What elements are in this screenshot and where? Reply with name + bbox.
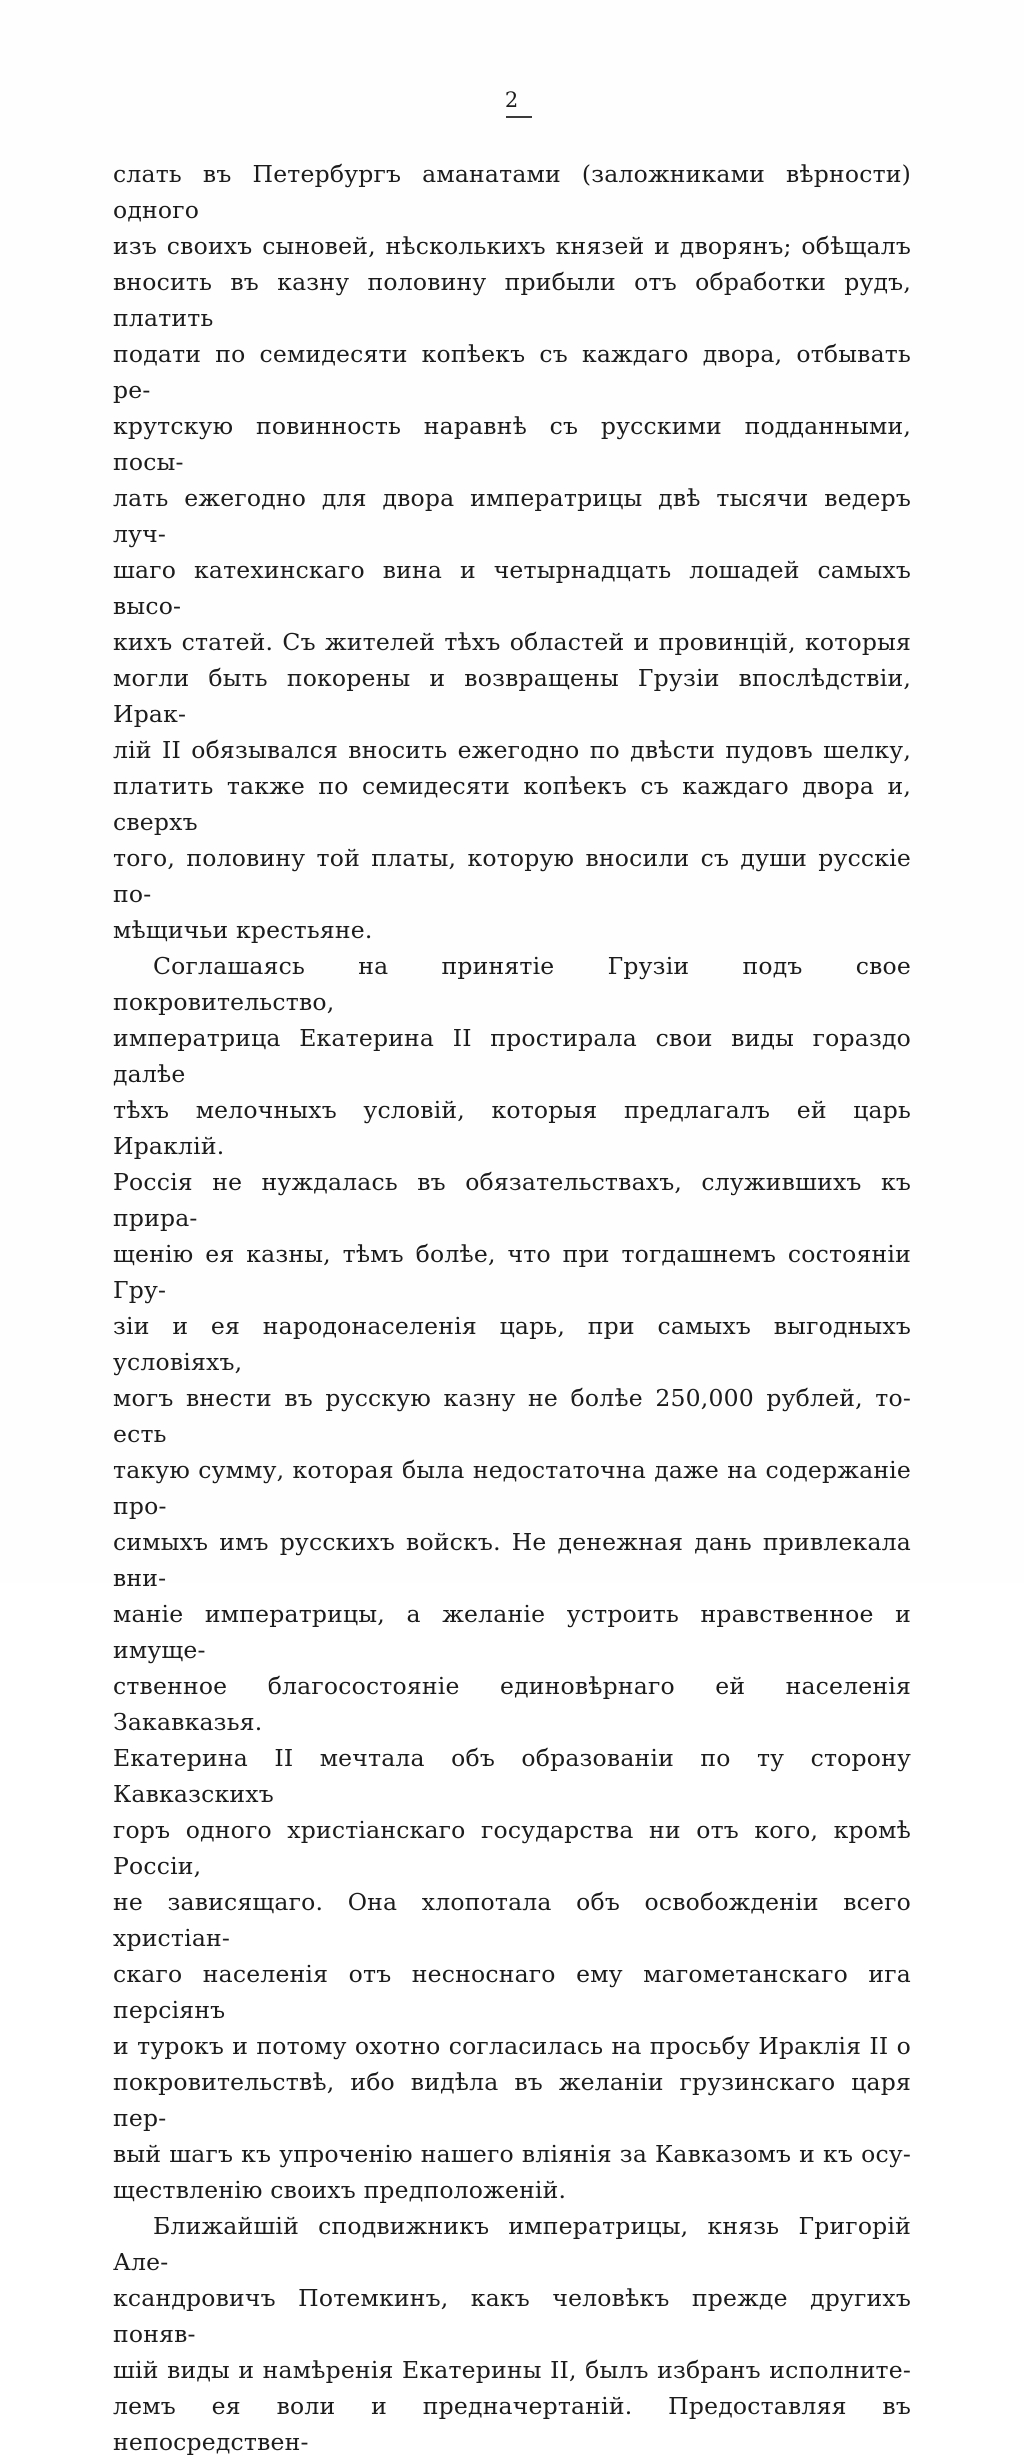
text-line: скаго населенія отъ несноснаго ему магометанскаго ига персіянъ	[113, 1960, 911, 2024]
text-line: шій виды и намѣренія Екатерины II, былъ избранъ исполните-	[113, 2356, 911, 2384]
text-line: могъ внести въ русскую казну не болѣе 250,000 рублей, то-есть	[113, 1384, 911, 1448]
page-number: 2	[504, 88, 520, 112]
text-block	[113, 156, 911, 2460]
text-line: слать въ Петербургъ аманатами (заложниками вѣрности) одного	[113, 160, 911, 224]
text-line: тѣхъ мелочныхъ условій, которыя предлагалъ ей царь Ираклій.	[113, 1096, 911, 1160]
page-header	[0, 88, 1024, 118]
text-line: кихъ статей. Съ жителей тѣхъ областей и провинцій, которыя	[113, 628, 911, 656]
paragraph-continuation	[113, 156, 911, 948]
text-line: того, половину той платы, которую вносили съ души русскіе по-	[113, 844, 911, 908]
text-line: Ближайшій сподвижникъ императрицы, князь Григорій Але-	[113, 2212, 911, 2276]
text-line: лать ежегодно для двора императрицы двѣ тысячи ведеръ луч-	[113, 484, 911, 548]
text-line: Россія не нуждалась въ обязательствахъ, служившихъ къ прира-	[113, 1168, 911, 1232]
text-line: ществленію своихъ предположеній.	[113, 2176, 567, 2204]
text-line: лій II обязывался вносить ежегодно по двѣсти пудовъ шелку,	[113, 736, 911, 764]
text-line: такую сумму, которая была недостаточна даже на содержаніе про-	[113, 1456, 911, 1520]
text-line: вый шагъ къ упроченію нашего вліянія за Кавказомъ и къ осу-	[113, 2140, 911, 2168]
paragraph-3	[113, 2208, 911, 2460]
text-line: маніе императрицы, а желаніе устроить нравственное и имуще-	[113, 1600, 911, 1664]
text-line: лемъ ея воли и предначертаній. Предоставляя въ непосредствен-	[113, 2392, 911, 2456]
text-line: горъ одного христіанскаго государства ни отъ кого, кромѣ Россіи,	[113, 1816, 911, 1880]
text-line: Екатерина II мечтала объ образованіи по ту сторону Кавказскихъ	[113, 1744, 911, 1808]
text-line: платить также по семидесяти копѣекъ съ каждаго двора и, сверхъ	[113, 772, 911, 836]
text-line: Соглашаясь на принятіе Грузіи подъ свое покровительство,	[113, 952, 911, 1016]
text-line: покровительствѣ, ибо видѣла въ желаніи грузинскаго царя пер-	[113, 2068, 911, 2132]
text-line: и турокъ и потому охотно согласилась на просьбу Ираклія II о	[113, 2032, 911, 2060]
text-line: подати по семидесяти копѣекъ съ каждаго двора, отбывать ре-	[113, 340, 911, 404]
text-line: изъ своихъ сыновей, нѣсколькихъ князей и дворянъ; обѣщалъ	[113, 232, 911, 260]
text-line: мѣщичьи крестьяне.	[113, 916, 373, 944]
text-line: симыхъ имъ русскихъ войскъ. Не денежная дань привлекала вни-	[113, 1528, 911, 1592]
text-line: императрица Екатерина II простирала свои виды гораздо далѣе	[113, 1024, 911, 1088]
paragraph-2	[113, 948, 911, 2208]
text-line: шаго катехинскаго вина и четырнадцать лошадей самыхъ высо-	[113, 556, 911, 620]
text-line: крутскую повинность наравнѣ съ русскими подданными, посы-	[113, 412, 911, 476]
page-number-underline	[506, 116, 532, 118]
text-line: зіи и ея народонаселенія царь, при самыхъ выгодныхъ условіяхъ,	[113, 1312, 911, 1376]
text-line: ксандровичъ Потемкинъ, какъ человѣкъ прежде другихъ поняв-	[113, 2284, 911, 2348]
text-line: щенію ея казны, тѣмъ болѣе, что при тогдашнемъ состояніи Гру-	[113, 1240, 911, 1304]
text-line: могли быть покорены и возвращены Грузіи впослѣдствіи, Ирак-	[113, 664, 911, 728]
text-line: вносить въ казну половину прибыли отъ обработки рудъ, платить	[113, 268, 911, 332]
text-line: не зависящаго. Она хлопотала объ освобожденіи всего христіан-	[113, 1888, 911, 1952]
text-line: ственное благосостояніе единовѣрнаго ей населенія Закавказья.	[113, 1672, 911, 1736]
